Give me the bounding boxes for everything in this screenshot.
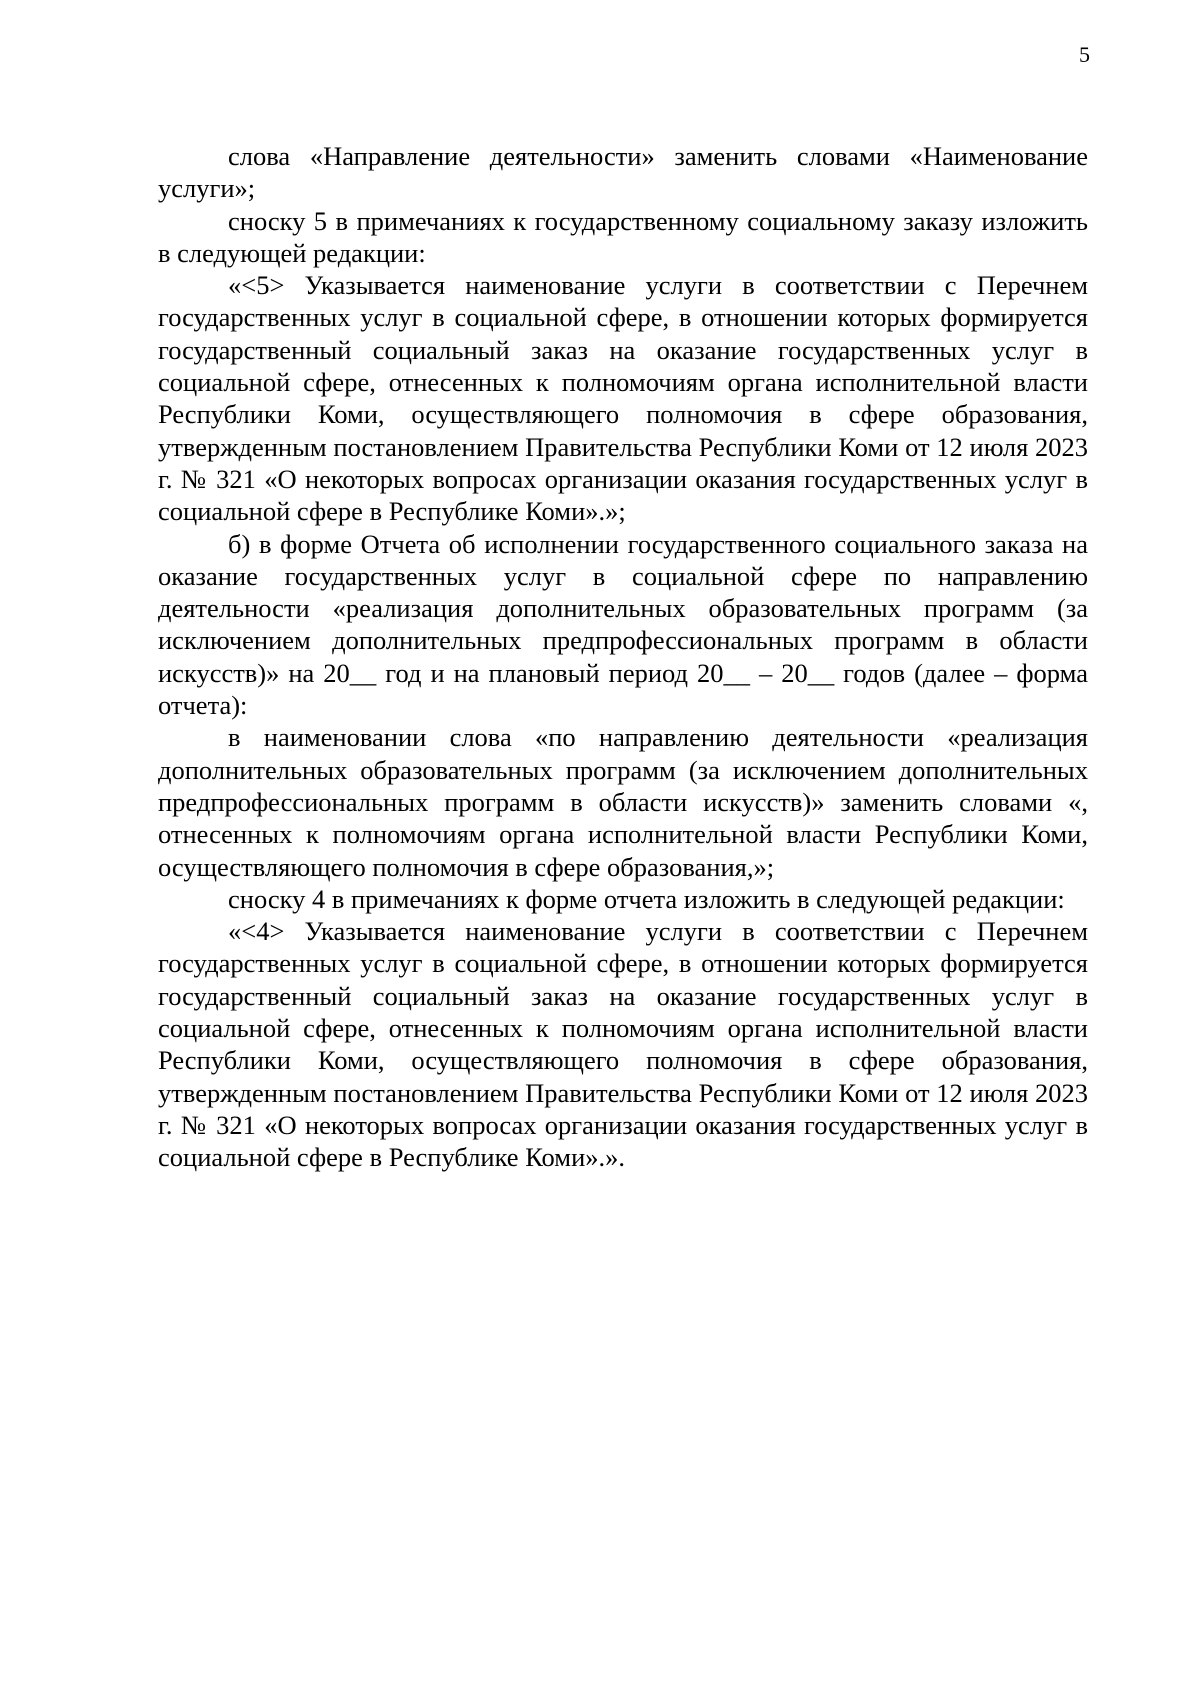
paragraph-6: сноску 4 в примечаниях к форме отчета изложить в следующей редакции:	[228, 883, 1065, 914]
paragraph-4: б) в форме Отчета об исполнении государственного социального заказа на оказание государственных услуг в социальной сфере по направлению деятельности «реализация дополнительных образовательных программ (за исключением дополнительных предпрофессиональных программ в области искусств)» на 20__ год и на плановый период 20__ – 20__ годов (далее – форма отчета):	[158, 528, 1088, 721]
paragraph-5: в наименовании слова «по направлению деятельности «реализация дополнительных образовательных программ (за исключением дополнительных предпрофессиональных программ в области искусств)» заменить словами «, отнесенных к полномочиям органа исполнительной власти Республики Коми, осуществляющего полномочия в сфере образования,»;	[158, 722, 1088, 882]
paragraph-2: сноску 5 в примечаниях к государственному социальному заказу изложить в следующей редакции:	[158, 205, 1088, 268]
document-body	[158, 140, 1088, 1174]
paragraph-1: слова «Направление деятельности» заменить словами «Наименование услуги»;	[158, 141, 1088, 204]
page-number: 5	[1079, 42, 1090, 67]
paragraph-3: «<5> Указывается наименование услуги в соответствии с Перечнем государственных услуг в социальной сфере, в отношении которых формируется государственный социальный заказ на оказание государственных услуг в социальной сфере, отнесенных к полномочиям органа исполнительной власти Республики Коми, осуществляющего полномочия в сфере образования, утвержденным постановлением Правительства Республики Коми от 12 июля 2023 г. № 321 «О некоторых вопросах организации оказания государственных услуг в социальной сфере в Республике Коми».»;	[158, 270, 1088, 527]
paragraph-7: «<4> Указывается наименование услуги в соответствии с Перечнем государственных услуг в социальной сфере, в отношении которых формируется государственный социальный заказ на оказание государственных услуг в социальной сфере, отнесенных к полномочиям органа исполнительной власти Республики Коми, осуществляющего полномочия в сфере образования, утвержденным постановлением Правительства Республики Коми от 12 июля 2023 г. № 321 «О некоторых вопросах организации оказания государственных услуг в социальной сфере в Республике Коми».».	[158, 916, 1088, 1173]
